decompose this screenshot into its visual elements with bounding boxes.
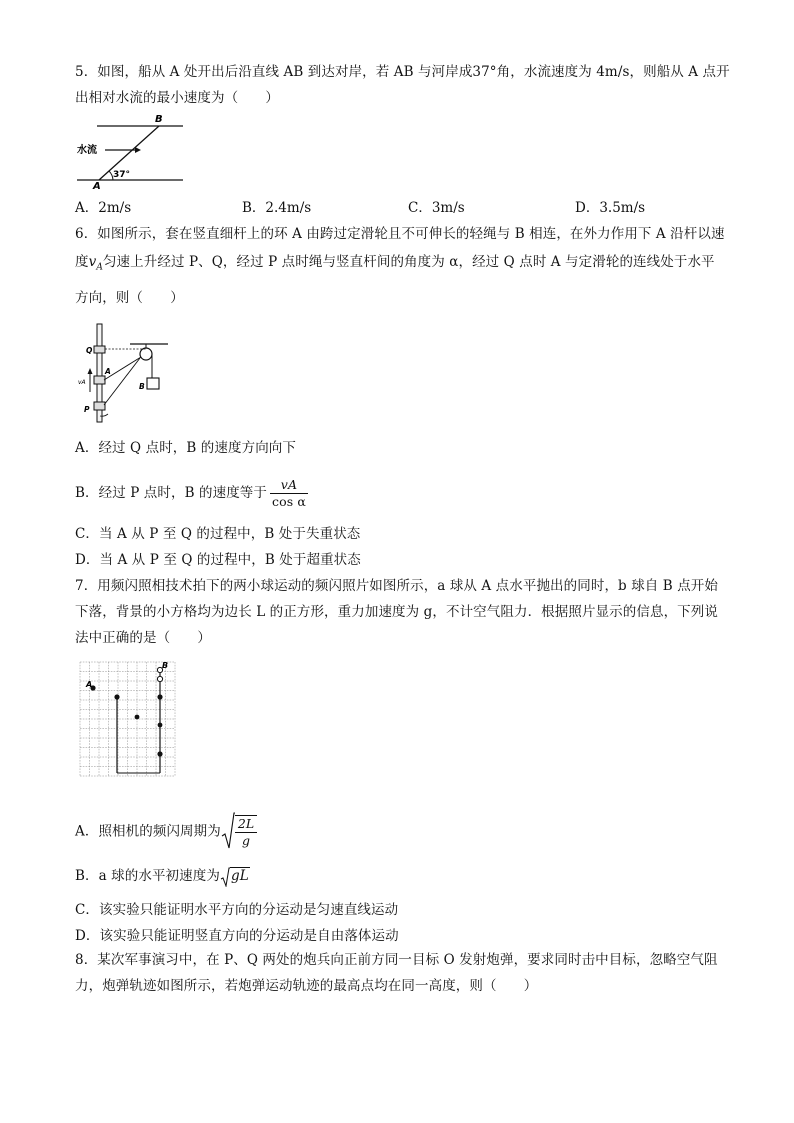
q7-sqrt-gL xyxy=(220,866,250,887)
q7-fraction xyxy=(235,815,257,849)
a-ball-3 xyxy=(135,715,140,720)
label-v: vA xyxy=(78,379,86,386)
b-ball-2 xyxy=(157,676,162,681)
q7-fraction-denominator: g xyxy=(242,833,251,848)
q5-text-line1: 5．如图，船从 A 处开出后沿直线 AB 到达对岸，若 AB 与河岸成37°角，水流速度为 4m/s，则船从 A 点开 xyxy=(75,64,730,80)
q6-text-line2 xyxy=(75,252,725,278)
q7-text-line1: 7．用频闪照相技术拍下的两小球运动的频闪照片如图所示，a 球从 A 点水平抛出的同时，b 球自 B 点开始 xyxy=(75,578,718,594)
q7-radicand: gL xyxy=(230,868,249,885)
q7-option-d[interactable]: D．该实验只能证明竖直方向的分运动是自由落体运动 xyxy=(75,928,399,944)
b-ball-5 xyxy=(157,751,162,756)
q6-option-b[interactable] xyxy=(75,476,725,510)
label-B: B xyxy=(155,114,163,125)
flow-arrow-head xyxy=(135,147,141,153)
q6-text-line1: 6．如图所示，套在竖直细杆上的环 A 由跨过定滑轮且不可伸长的轻绳与 B 相连，在外力作用下 A 沿杆以速 xyxy=(75,226,725,242)
q7-text-line2: 下落，背景的小方格均为边长 L 的正方形，重力加速度为 g，不计空气阻力．根据照片显示的信息，下列说 xyxy=(75,604,718,620)
q6-velocity-symbol: v xyxy=(88,254,97,270)
q6-velocity-subscript: A xyxy=(96,262,103,273)
q7-option-a-text: A．照相机的频闪周期为 xyxy=(75,823,221,840)
radical-sign xyxy=(220,867,230,887)
q6-line2-rest: 匀速上升经过 P、Q，经过 P 点时绳与竖直杆间的角度为 α，经过 Q 点时 A 与定滑轮的连线处于水平 xyxy=(102,254,715,270)
q5-option-c[interactable]: C．3m/s xyxy=(408,200,465,216)
q8-text-line2: 力，炮弹轨迹如图所示，若炮弹运动轨迹的最高点均在同一高度，则（ ） xyxy=(75,978,538,994)
q6-option-a[interactable]: A．经过 Q 点时，B 的速度方向向下 xyxy=(75,440,297,456)
q7-fraction-numerator: 2L xyxy=(235,816,257,833)
label-Q: Q xyxy=(86,346,93,355)
q6-fraction-numerator: vA xyxy=(270,477,308,494)
q6-option-b-text: B．经过 P 点时，B 的速度等于 xyxy=(75,485,267,501)
q6-option-b-fraction xyxy=(270,477,308,510)
radical-sign xyxy=(221,812,235,852)
label-A: A xyxy=(105,367,111,376)
q5-text-line2: 出相对水流的最小速度为（ ） xyxy=(75,90,279,106)
label-B: B xyxy=(162,661,169,670)
label-angle: 37° xyxy=(113,170,131,180)
q6-option-d[interactable]: D．当 A 从 P 至 Q 的过程中，B 处于超重状态 xyxy=(75,552,361,568)
q8-text-line1: 8．某次军事演习中，在 P、Q 两处的炮兵向正前方同一目标 O 发射炮弹，要求同时击中目标，忽略空气阻 xyxy=(75,952,718,968)
q6-fraction-denominator: cos α xyxy=(272,494,306,509)
label-A: A xyxy=(86,680,93,689)
q7-text-line3: 法中正确的是（ ） xyxy=(75,630,211,646)
a-ball-2 xyxy=(114,694,119,699)
pulley xyxy=(140,348,152,360)
q6-text-line3: 方向，则（ ） xyxy=(75,290,184,306)
ring-A xyxy=(94,376,105,384)
ring-P xyxy=(94,402,105,410)
ring-Q xyxy=(94,346,105,353)
b-ball-3 xyxy=(157,694,162,699)
q7-strobe-grid-figure xyxy=(78,660,178,778)
q5-river-figure xyxy=(75,112,190,190)
rope-P xyxy=(104,358,140,405)
label-A: A xyxy=(93,181,101,190)
q6-pulley-figure xyxy=(78,320,174,428)
q5-option-a[interactable]: A．2m/s xyxy=(75,200,132,216)
q7-option-b[interactable] xyxy=(75,866,725,887)
block-B xyxy=(147,378,159,389)
q7-sqrt-fraction xyxy=(221,812,257,852)
q7-option-b-text: B．a 球的水平初速度为 xyxy=(75,868,220,884)
label-B: B xyxy=(139,382,145,391)
b-ball-4 xyxy=(158,723,163,728)
q5-option-b[interactable]: B．2.4m/s xyxy=(242,200,312,216)
q6-option-c[interactable]: C．当 A 从 P 至 Q 的过程中，B 处于失重状态 xyxy=(75,526,361,542)
label-flow: 水流 xyxy=(77,145,97,156)
q7-option-a[interactable] xyxy=(75,812,725,848)
q5-option-d[interactable]: D．3.5m/s xyxy=(575,200,646,216)
q6-line2-prefix: 度 xyxy=(75,254,89,270)
velocity-arrow-head xyxy=(88,368,93,374)
q7-option-c[interactable]: C．该实验只能证明水平方向的分运动是匀速直线运动 xyxy=(75,902,399,918)
label-P: P xyxy=(84,405,90,414)
